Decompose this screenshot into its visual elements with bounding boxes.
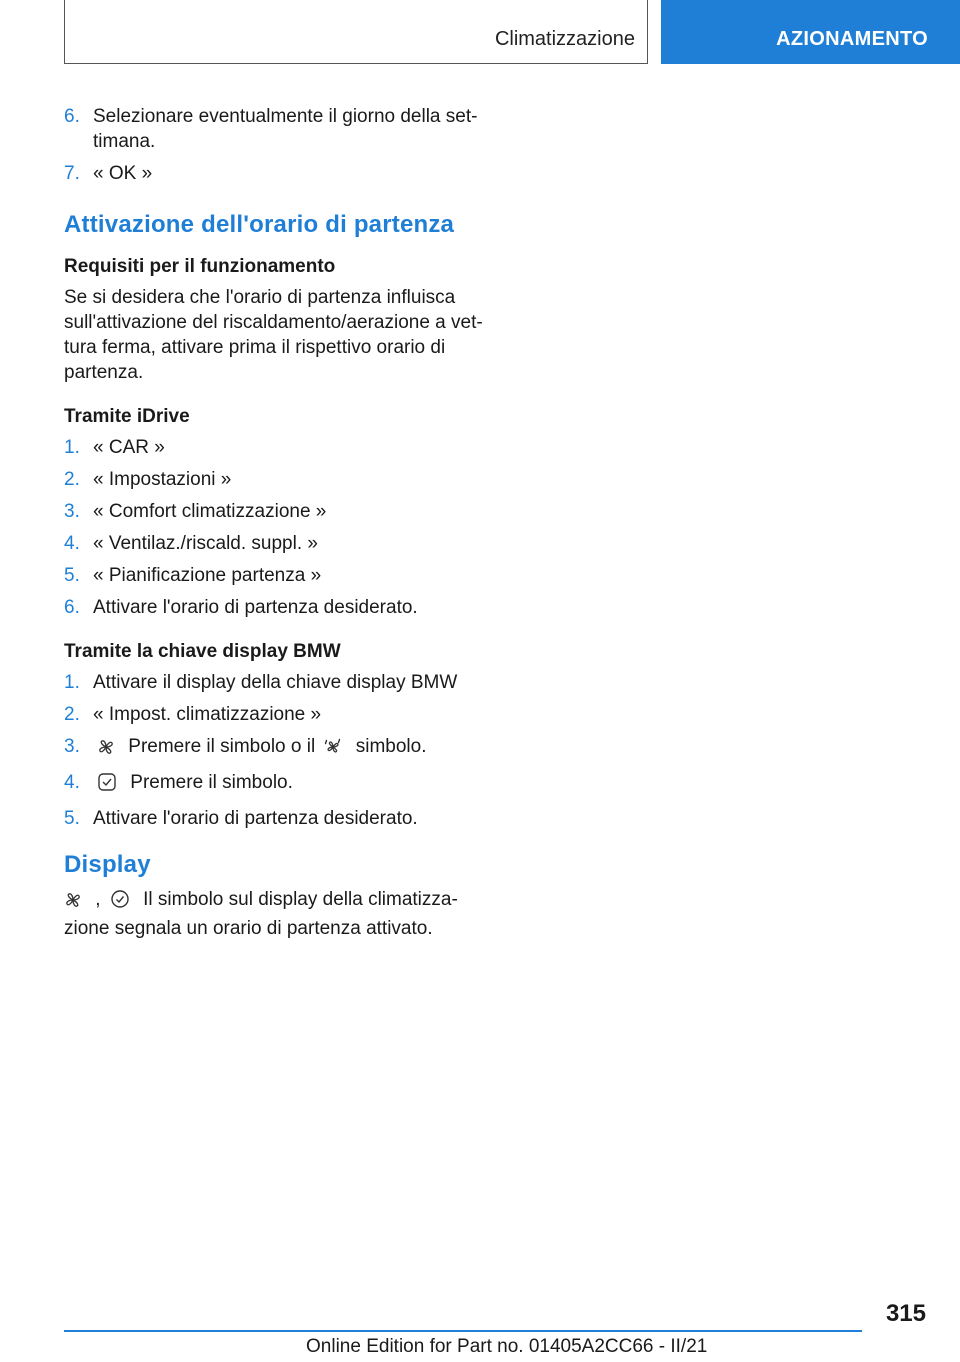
list-item [64, 770, 484, 799]
fan-icon [97, 738, 115, 763]
fan-heat-icon [324, 738, 342, 763]
step-number: 2. [64, 469, 80, 490]
step-text: Premere il simbolo o il [128, 736, 316, 757]
step-text: Selezionare eventualmente il giorno della set-timana. [93, 106, 478, 152]
list-item [64, 734, 484, 763]
step-number: 4. [64, 533, 80, 554]
step-text: « Comfort climatizzazione » [93, 501, 327, 522]
list-item [64, 435, 484, 460]
step-text: simbolo. [355, 736, 427, 757]
step-number: 6. [64, 597, 80, 618]
step-text: « Ventilaz./riscald. suppl. » [93, 533, 318, 554]
clock-icon [110, 889, 130, 916]
step-number: 7. [64, 163, 80, 184]
list-item [64, 161, 484, 186]
list-item [64, 104, 484, 154]
step-text: « Impostazioni » [93, 469, 232, 490]
list-item [64, 595, 484, 620]
subsection-title-idrive: Tramite iDrive [64, 406, 190, 427]
footer-divider [64, 1330, 862, 1332]
header-section-title: AZIONAMENTO [776, 28, 928, 50]
list-item [64, 499, 484, 524]
step-text: « Impost. climatizzazione » [93, 704, 322, 725]
list-item [64, 467, 484, 492]
step-text: Attivare l'orario di partenza desiderato. [93, 597, 418, 618]
step-text: « Pianificazione partenza » [93, 565, 322, 586]
display-paragraph [64, 887, 484, 941]
fan-icon [64, 891, 82, 916]
clock-check-icon [97, 772, 117, 799]
list-item [64, 563, 484, 588]
requirements-paragraph: Se si desidera che l'orario di partenza influisca sull'attivazione del riscaldamento/aerazione a vet-tura ferma, attivare prima il rispettivo orario di partenza. [64, 287, 483, 383]
page-number: 315 [885, 1300, 926, 1327]
list-item [64, 702, 484, 727]
header-chapter-box [64, 0, 648, 64]
subsection-title-key: Tramite la chiave display BMW [64, 641, 341, 662]
step-text: Attivare l'orario di partenza desiderato. [93, 808, 418, 829]
subsection-title-requirements: Requisiti per il funzionamento [64, 256, 336, 277]
section-title-display: Display [64, 851, 151, 878]
step-number: 1. [64, 437, 80, 458]
step-number: 4. [64, 772, 80, 793]
list-item [64, 670, 484, 695]
section-title-activation: Attivazione dell'orario di partenza [64, 211, 455, 238]
footer-edition: Online Edition for Part no. 01405A2CC66 - II/21 [306, 1336, 708, 1357]
step-number: 6. [64, 106, 80, 127]
step-number: 2. [64, 704, 80, 725]
step-text: « OK » [93, 163, 153, 184]
icon-separator: , [95, 889, 101, 910]
step-number: 3. [64, 501, 80, 522]
step-number: 3. [64, 736, 80, 757]
step-number: 5. [64, 565, 80, 586]
step-number: 1. [64, 672, 80, 693]
list-item [64, 806, 484, 831]
list-item [64, 531, 484, 556]
header-chapter-title: Climatizzazione [494, 28, 635, 50]
display-text: Il simbolo sul display della climatizza-zione segnala un orario di partenza attivato. [64, 889, 458, 939]
step-text: « CAR » [93, 437, 165, 458]
header-section-box [661, 0, 960, 64]
step-number: 5. [64, 808, 80, 829]
page-content [64, 104, 484, 941]
step-text: Premere il simbolo. [130, 772, 293, 793]
step-text: Attivare il display della chiave display BMW [93, 672, 458, 693]
